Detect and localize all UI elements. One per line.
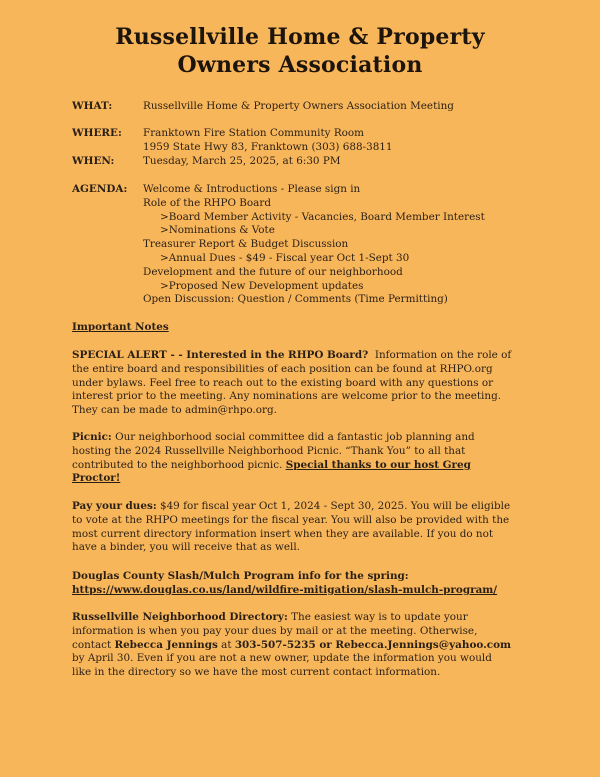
note-text: Proctor! <box>72 472 121 485</box>
agenda-item: >Board Member Activity - Vacancies, Board Member Interest <box>160 210 485 223</box>
note-text: by April 30. Even if you are not a new owner, update the information you would <box>72 652 492 665</box>
note-line <box>72 459 471 472</box>
note-text: information is when you pay your dues by mail or at the meeting. Otherwise, <box>72 624 478 637</box>
note-line <box>72 445 465 458</box>
note-text: Special thanks to our host Greg <box>285 458 471 471</box>
note-line <box>72 541 300 554</box>
note-text: most current directory information insert when they are available. If you do not <box>72 527 494 540</box>
note-text: contributed to the neighborhood picnic. <box>72 458 286 471</box>
note-text: Our neighborhood social committee did a fantastic job planning and <box>111 431 475 443</box>
note-text: Pay your dues: <box>72 500 157 512</box>
note-text: interest prior to the meeting. Any nominations are welcome prior to the meeting. <box>72 390 502 403</box>
note-text: at <box>217 638 235 651</box>
note-text: like in the directory so we have the most current contact information. <box>72 666 441 679</box>
note-line <box>72 639 511 652</box>
note-line <box>72 500 510 513</box>
note-line <box>72 349 511 362</box>
note-text: Rebecca Jennings <box>114 638 218 651</box>
note-text: Important Notes <box>72 321 169 333</box>
note-text: to vote at the RHPO meetings for the fiscal year. You will also be provided with the <box>72 513 510 526</box>
note-text: Russellville Neighborhood Directory: <box>72 611 288 623</box>
note-line <box>72 363 493 376</box>
note-line <box>72 528 493 541</box>
note-line <box>72 377 493 390</box>
what-value: Russellville Home & Property Owners Association Meeting <box>143 100 454 112</box>
what-label: WHAT: <box>72 100 113 112</box>
note-line <box>72 514 509 527</box>
note-line <box>72 404 277 417</box>
note-line <box>72 611 468 624</box>
title-line-2: Owners Association <box>177 52 423 78</box>
where-label: WHERE: <box>72 127 122 139</box>
note-line <box>72 472 120 485</box>
note-line <box>72 652 492 665</box>
where-value-1: Franktown Fire Station Community Room <box>143 127 365 139</box>
note-line <box>72 570 409 583</box>
agenda-item: Role of the RHPO Board <box>143 196 271 209</box>
when-label: WHEN: <box>72 155 115 167</box>
note-text: hosting the 2024 Russellville Neighborhood Picnic. “Thank You” to all that <box>72 444 466 457</box>
note-text: Picnic: <box>72 431 112 443</box>
agenda-item: Welcome & Introductions - Please sign in <box>143 183 361 195</box>
program-link[interactable]: https://www.douglas.co.us/land/wildfire-mitigation/slash-mulch-program/ <box>72 583 498 596</box>
note-text: SPECIAL ALERT - - Interested in the RHPO Board? <box>72 349 369 361</box>
agenda-item: Treasurer Report & Budget Discussion <box>143 238 349 251</box>
note-text: Information on the role of <box>368 349 512 361</box>
note-text: have a binder, you will receive that as well. <box>72 541 300 554</box>
note-text: $49 for fiscal year Oct 1, 2024 - Sept 30, 2025. You will be eligible <box>156 500 511 512</box>
agenda-item: >Nominations & Vote <box>160 224 275 237</box>
where-value-2: 1959 State Hwy 83, Franktown (303) 688-3811 <box>143 141 393 153</box>
note-text: contact <box>72 638 115 651</box>
agenda-label: AGENDA: <box>72 183 128 195</box>
title-line-1: Russellville Home & Property <box>115 24 485 50</box>
note-line <box>72 625 477 638</box>
note-line <box>72 321 169 334</box>
note-text: They can be made to admin@rhpo.org. <box>72 404 277 417</box>
note-text: under bylaws. Feel free to reach out to the existing board with any questions or <box>72 376 494 389</box>
note-text: the entire board and responsibilities of each position can be found at RHPO.org <box>72 362 493 375</box>
note-line <box>72 584 497 597</box>
note-text: 303-507-5235 or Rebecca.Jennings@yahoo.com <box>234 638 512 651</box>
note-line <box>72 390 501 403</box>
agenda-item: Open Discussion: Question / Comments (Time Permitting) <box>143 293 448 306</box>
note-line <box>72 431 475 444</box>
note-text: The easiest way is to update your <box>287 611 468 623</box>
when-value: Tuesday, March 25, 2025, at 6:30 PM <box>143 155 341 167</box>
note-text: Douglas County Slash/Mulch Program info for the spring: <box>72 570 409 582</box>
agenda-item: >Annual Dues - $49 - Fiscal year Oct 1-Sept 30 <box>160 252 410 264</box>
note-line <box>72 666 440 679</box>
agenda-item: Development and the future of our neighborhood <box>143 265 403 278</box>
agenda-item: >Proposed New Development updates <box>160 279 364 292</box>
